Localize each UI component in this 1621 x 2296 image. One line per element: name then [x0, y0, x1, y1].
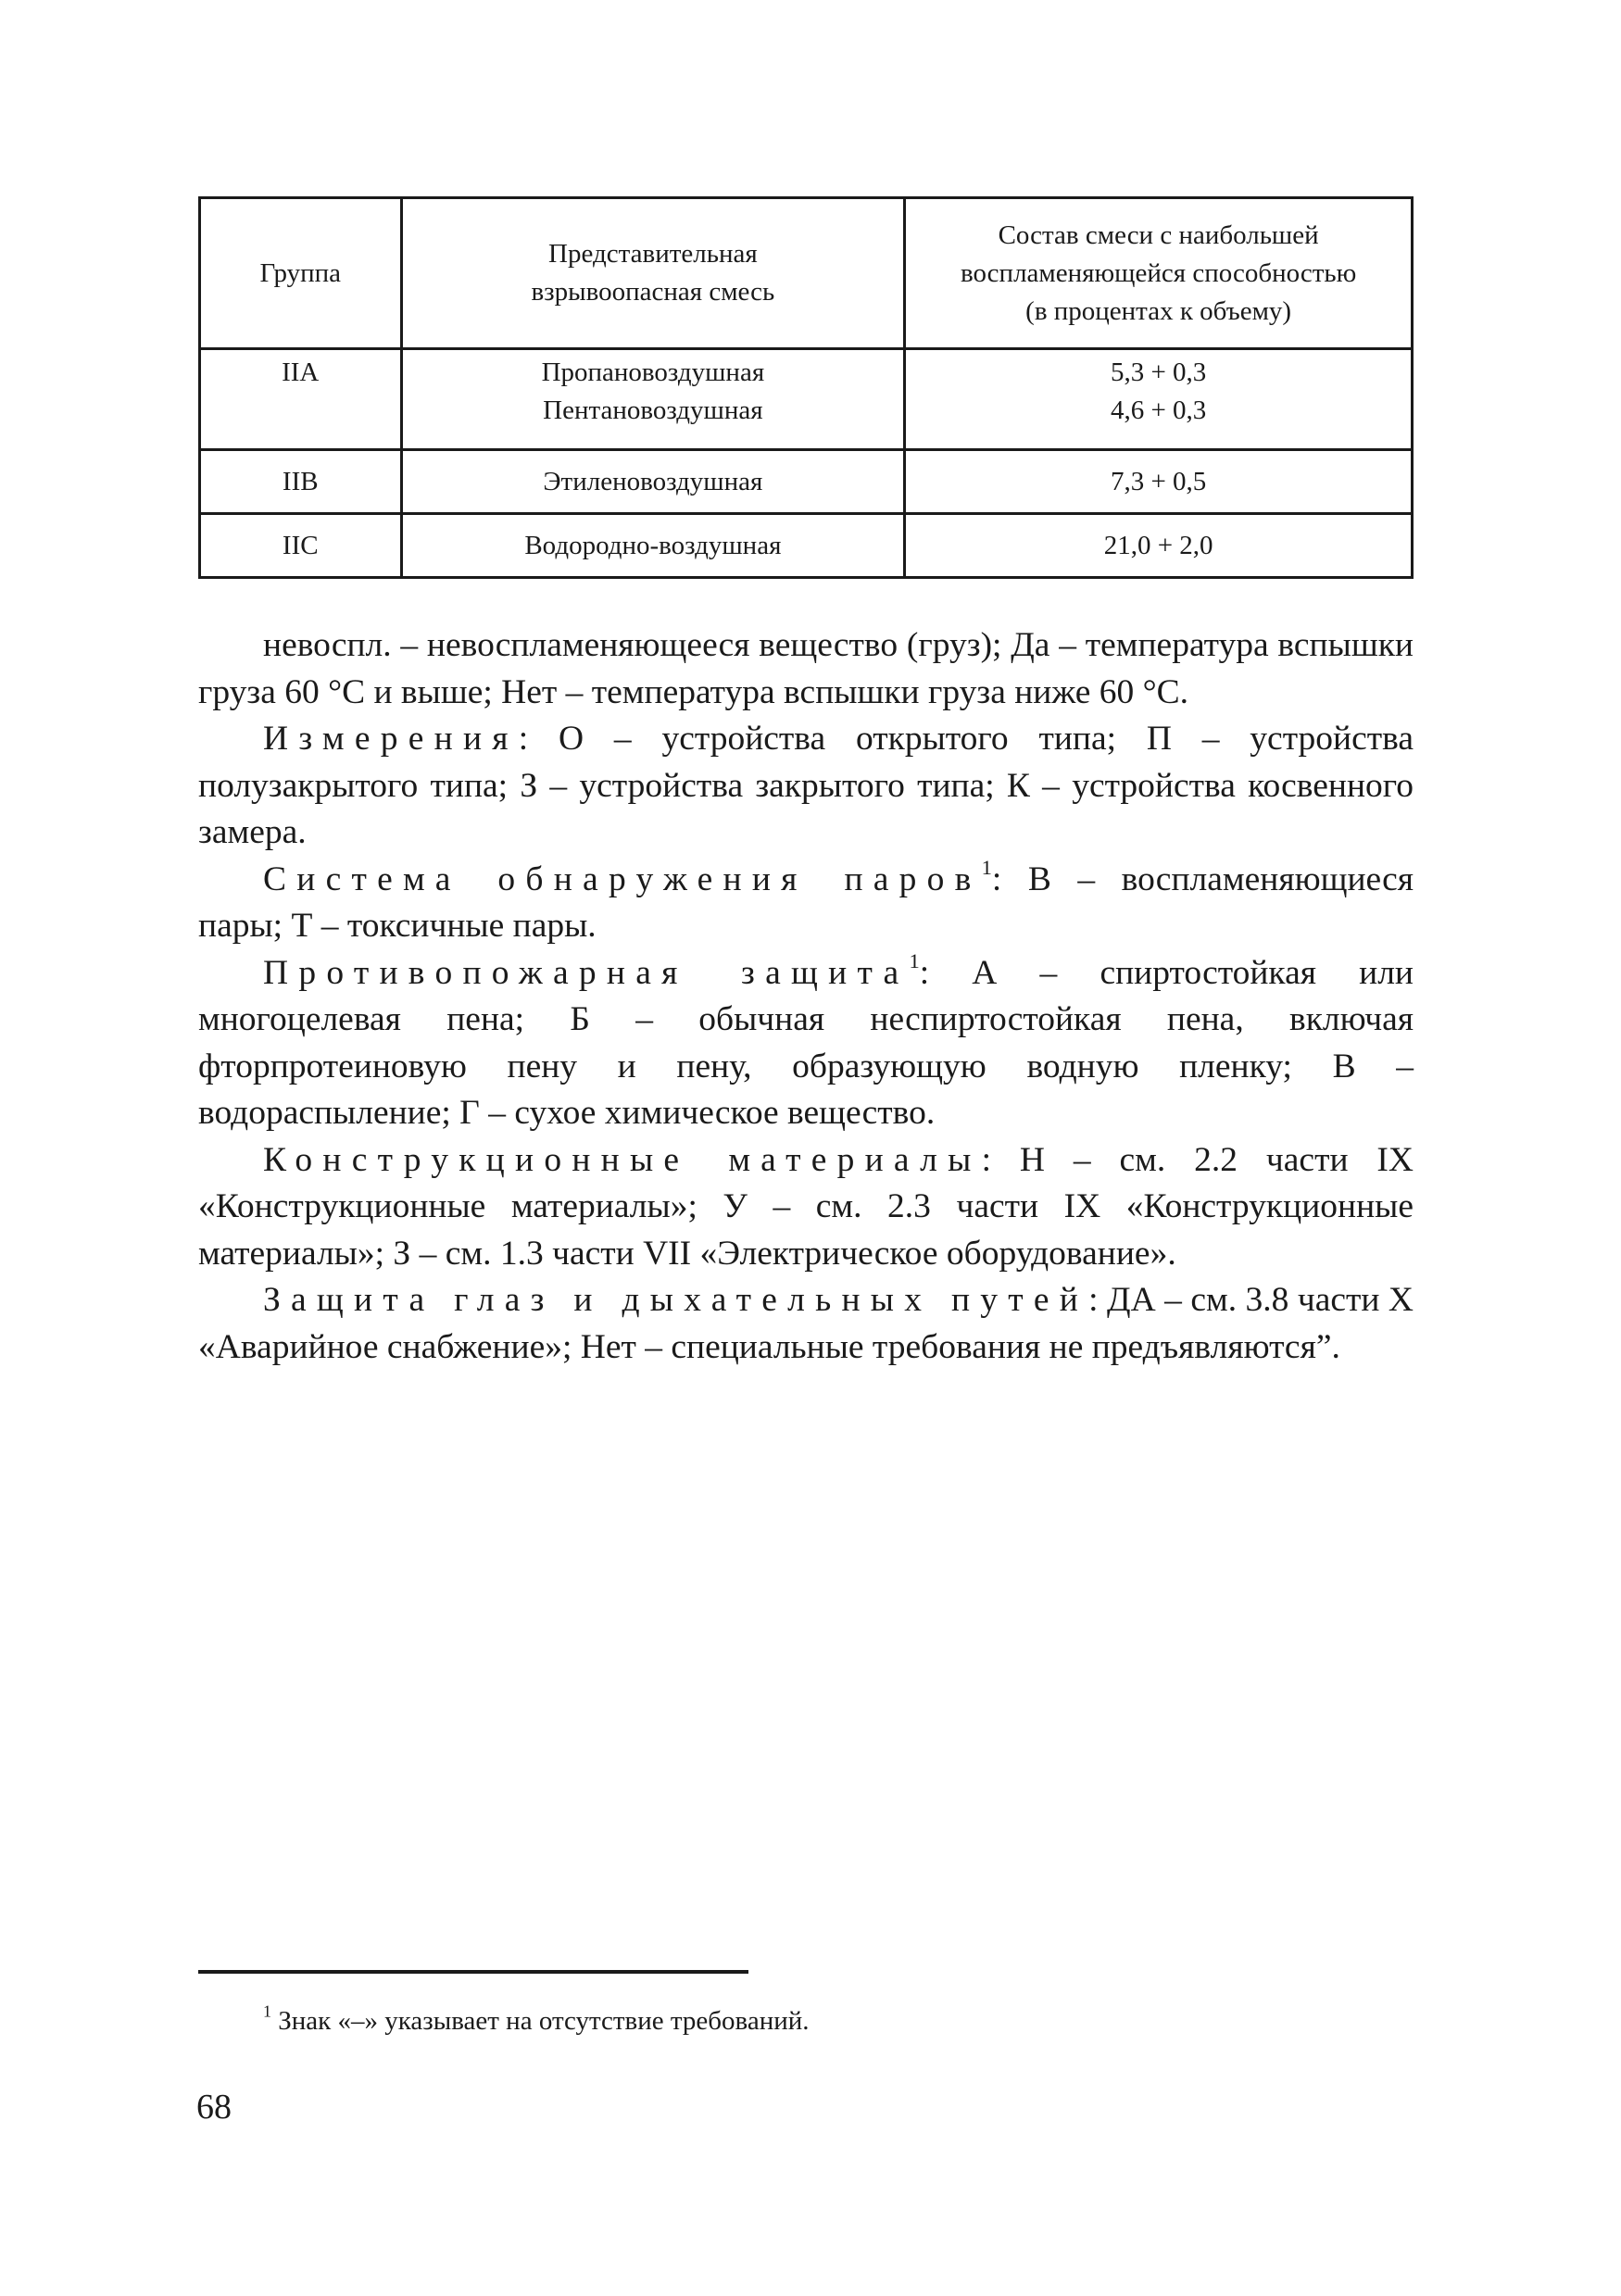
paragraph-text: невоспл. – невоспламеняющееся вещество (груз); Да – температура вспышки груза 60 °С и выше; Нет – температура вспышки груза ниже 60 °С. — [198, 626, 1414, 711]
composition-value: 4,6 + 0,3 — [1110, 395, 1207, 425]
term-eye-protection: Защита глаз и дыхательных путей — [263, 1281, 1089, 1319]
cell-group — [200, 349, 402, 450]
table-row — [200, 514, 1413, 578]
paragraph-text: : Н – см. 2.2 части IX «Конструкционные материалы»; У – см. 2.3 части IX «Конструкционные материалы»; З – см. 1.3 части VII «Электрическое оборудование». — [198, 1140, 1414, 1273]
cell-composition — [905, 514, 1413, 578]
group-value: IIB — [282, 466, 319, 496]
footnote — [263, 2002, 810, 2039]
header-line: взрывоопасная смесь — [531, 277, 775, 307]
mixture-groups-table — [198, 196, 1414, 579]
header-line: воспламеняющейся способностью — [960, 257, 1357, 288]
footnote-mark: 1 — [263, 2001, 271, 2021]
table-row — [200, 349, 1413, 450]
cell-mixture — [401, 349, 905, 450]
paragraph-text: : В – воспламеняющиеся пары; Т – токсичные пары. — [198, 859, 1414, 945]
term-measurements: Измерения — [263, 720, 519, 758]
mixture-value: Пропановоздушная — [541, 358, 765, 387]
legend-paragraph-fire-protection — [198, 950, 1414, 1137]
mixture-value: Этиленовоздушная — [543, 466, 763, 496]
cell-group — [200, 514, 402, 578]
group-value: IIC — [282, 530, 319, 560]
footnote-text: Знак «–» указывает на отсутствие требований. — [270, 2006, 810, 2036]
header-line: (в процентах к объему) — [1025, 295, 1292, 326]
cell-mixture — [401, 514, 905, 578]
cell-mixture — [401, 450, 905, 514]
term-materials: Конструкционные материалы — [263, 1140, 982, 1179]
composition-value: 21,0 + 2,0 — [1103, 530, 1213, 560]
legend-paragraph-materials — [198, 1137, 1414, 1278]
table-header-row — [200, 198, 1413, 349]
header-mixture — [401, 198, 905, 349]
legend-text — [198, 622, 1414, 1371]
legend-paragraph-vapor-detection — [198, 857, 1414, 950]
legend-paragraph-eye-protection — [198, 1277, 1414, 1371]
footnote-ref: 1 — [981, 855, 992, 879]
page-number: 68 — [196, 2088, 232, 2127]
table-row — [200, 450, 1413, 514]
group-value: IIA — [282, 358, 320, 387]
header-composition — [905, 198, 1413, 349]
cell-composition — [905, 450, 1413, 514]
header-line: Состав смеси с наибольшей — [998, 220, 1319, 250]
composition-value: 7,3 + 0,5 — [1110, 466, 1207, 496]
header-line: Группа — [259, 257, 341, 288]
cell-group — [200, 450, 402, 514]
legend-paragraph-measurements — [198, 716, 1414, 857]
term-fire-protection: Противопожарная защита — [263, 953, 910, 992]
header-group — [200, 198, 402, 349]
paragraph-text: : ДА – см. 3.8 части X «Аварийное снабжение»; Нет – специальные требования не предъявляются”. — [198, 1281, 1414, 1366]
legend-paragraph-flash-point — [198, 622, 1414, 716]
paragraph-text: : А – спиртостойкая или многоцелевая пена; Б – обычная неспиртостойкая пена, включая фторпротеиновую пену и пену, образующую водную пленку; В – водораспыление; Г – сухое химическое вещество. — [198, 953, 1414, 1132]
cell-composition — [905, 349, 1413, 450]
composition-value: 5,3 + 0,3 — [1110, 358, 1207, 387]
footnote-divider — [198, 1970, 748, 1974]
footnote-ref: 1 — [909, 948, 920, 972]
mixture-value: Пентановоздушная — [543, 395, 763, 425]
mixture-value: Водородно-воздушная — [524, 530, 782, 560]
term-vapor-detection: Система обнаружения паров — [263, 859, 982, 898]
paragraph-text: : О – устройства открытого типа; П – устройства полузакрытого типа; З – устройства закрытого типа; К – устройства косвенного замера. — [198, 720, 1414, 851]
header-line: Представительная — [548, 239, 758, 269]
